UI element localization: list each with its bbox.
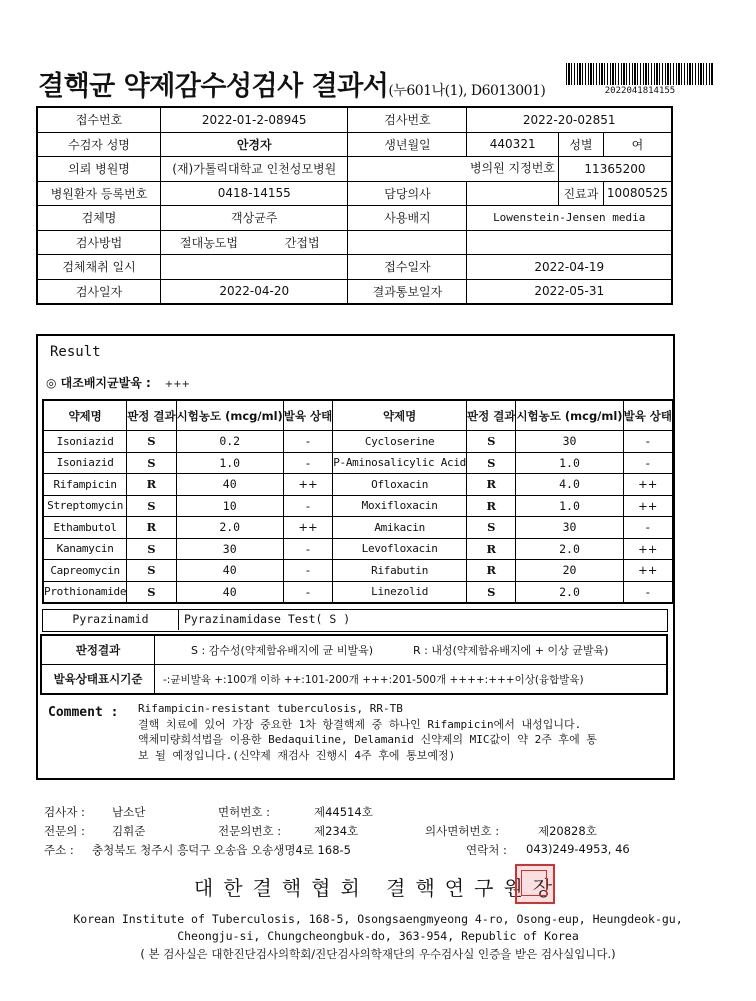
document-code: (누601나(1), D6013001) bbox=[388, 83, 546, 99]
doctor-license-number: 제20828호 bbox=[538, 824, 597, 838]
drug-name: Isoniazid bbox=[43, 452, 127, 474]
address-label: 주소 : bbox=[44, 843, 74, 857]
drug-row bbox=[43, 560, 673, 582]
drug-growth: - bbox=[283, 538, 332, 560]
legend-table bbox=[40, 634, 668, 695]
drug-susceptibility-table bbox=[42, 399, 674, 604]
drug-name: Capreomycin bbox=[43, 560, 127, 582]
drug-concentration: 1.0 bbox=[516, 452, 623, 474]
drug-row bbox=[43, 452, 673, 474]
drug-growth: - bbox=[283, 581, 332, 603]
barcode bbox=[566, 63, 714, 85]
drug-result: S bbox=[127, 581, 176, 603]
drug-growth: ++ bbox=[623, 538, 673, 560]
drug-growth: - bbox=[283, 431, 332, 453]
info-row: 접수번호 2022-01-2-08945 검사번호 2022-20-02851 bbox=[37, 107, 672, 132]
growth-legend: 발육상태표시기준 -:균비발육 +:100개 이하 ++:101-200개 +++:201-500개 ++++:+++이상(융합발육) bbox=[41, 665, 667, 695]
drug-result: S bbox=[467, 517, 516, 539]
tester-label: 검사자 : bbox=[44, 805, 85, 819]
english-address-line-1: Korean Institute of Tuberculosis, 168-5, Osongsaengmyeong 4-ro, Osong-eup, Heungdeok-gu, bbox=[73, 912, 683, 926]
drug-name: Kanamycin bbox=[43, 538, 127, 560]
patient-info-table bbox=[36, 106, 673, 305]
drug-name: Streptomycin bbox=[43, 495, 127, 517]
specialist-license-number: 제234호 bbox=[314, 824, 359, 838]
drug-result: S bbox=[467, 581, 516, 603]
judgement-legend: 판정결과 S : 감수성(약제함유배지에 균 비발육) R : 내성(약제함유배지에 + 이상 균발육) bbox=[41, 635, 667, 665]
drug-concentration: 30 bbox=[516, 517, 623, 539]
info-row: 의뢰 병원명 (재)가톨릭대학교 인천성모병원 병의원 지정번호 11365200 bbox=[37, 157, 672, 182]
drug-row bbox=[43, 474, 673, 496]
drug-growth: ++ bbox=[623, 495, 673, 517]
drug-concentration: 30 bbox=[176, 538, 283, 560]
specialist-label: 전문의 : bbox=[44, 824, 85, 838]
drug-growth: - bbox=[623, 581, 673, 603]
drug-name: Moxifloxacin bbox=[333, 495, 467, 517]
drug-name: Isoniazid bbox=[43, 431, 127, 453]
comment-text: Rifampicin-resistant tuberculosis, RR-TB 결핵 치료에 있어 가장 중요한 1차 항결핵제 중 하나인 Rifampicin에서 내성입니다. 액체미량희석법을 이용한 Bedaquiline, Delamanid 신약제의 MIC값이 약 2주 후에 통 보 될 예정입니다.(신약제 재검사 진행시 4주 후에 통보예정) bbox=[138, 702, 597, 762]
drug-concentration: 2.0 bbox=[516, 581, 623, 603]
drug-growth: - bbox=[283, 495, 332, 517]
issuer-name: 대한결핵협회 결핵연구원장 bbox=[193, 876, 563, 900]
drug-result: S bbox=[467, 452, 516, 474]
drug-growth: - bbox=[623, 431, 673, 453]
drug-result: R bbox=[467, 474, 516, 496]
drug-result: R bbox=[127, 517, 176, 539]
drug-concentration: 2.0 bbox=[176, 517, 283, 539]
drug-growth: - bbox=[283, 452, 332, 474]
barcode-number: 2022041814155 bbox=[604, 86, 676, 96]
info-row: 검사일자 2022-04-20 결과통보일자 2022-05-31 bbox=[37, 279, 672, 304]
official-seal bbox=[515, 864, 555, 904]
drug-result: S bbox=[127, 560, 176, 582]
document-title: 결핵균 약제감수성검사 결과서(누601나(1), D6013001) bbox=[38, 71, 546, 102]
drug-concentration: 40 bbox=[176, 474, 283, 496]
drug-name: Prothionamide bbox=[43, 581, 127, 603]
license-label: 면허번호 : bbox=[218, 805, 270, 819]
drug-concentration: 1.0 bbox=[176, 452, 283, 474]
drug-name: P-Aminosalicylic Acid bbox=[333, 452, 467, 474]
drug-concentration: 4.0 bbox=[516, 474, 623, 496]
drug-name: Linezolid bbox=[333, 581, 467, 603]
pyrazinamide-value: Pyrazinamidase Test( S ) bbox=[184, 612, 351, 626]
drug-result: S bbox=[127, 495, 176, 517]
drug-concentration: 40 bbox=[176, 581, 283, 603]
drug-name: Rifampicin bbox=[43, 474, 127, 496]
info-row: 검체명 객상균주 사용배지 Lowenstein-Jensen media bbox=[37, 206, 672, 231]
drug-growth: ++ bbox=[283, 474, 332, 496]
drug-table-header: 약제명 판정 결과 시험농도 (mcg/ml) 발육 상태 약제명 판정 결과 시험농도 (mcg/ml) 발육 상태 bbox=[43, 400, 673, 431]
drug-name: Rifabutin bbox=[333, 560, 467, 582]
drug-concentration: 1.0 bbox=[516, 495, 623, 517]
contact-number: 043)249-4953, 46 bbox=[526, 842, 630, 856]
license-number: 제44514호 bbox=[314, 805, 373, 819]
drug-concentration: 0.2 bbox=[176, 431, 283, 453]
drug-concentration: 20 bbox=[516, 560, 623, 582]
drug-growth: ++ bbox=[623, 560, 673, 582]
drug-result: S bbox=[127, 538, 176, 560]
drug-growth: ++ bbox=[283, 517, 332, 539]
info-row: 병원환자 등록번호 0418-14155 담당의사 진료과 10080525 bbox=[37, 181, 672, 206]
drug-row bbox=[43, 538, 673, 560]
drug-growth: - bbox=[283, 560, 332, 582]
drug-result: S bbox=[127, 452, 176, 474]
drug-growth: ++ bbox=[623, 474, 673, 496]
english-address-line-2: Cheongju-si, Chungcheongbuk-do, 363-954, Republic of Korea bbox=[177, 929, 579, 943]
pyrazinamide-label: Pyrazinamid bbox=[43, 609, 179, 630]
drug-result: R bbox=[127, 474, 176, 496]
contact-label: 연락처 : bbox=[466, 843, 507, 857]
drug-result: S bbox=[127, 431, 176, 453]
info-row: 수검자 성명 안경자 생년월일 440321 성별 여 bbox=[37, 132, 672, 157]
drug-result: R bbox=[467, 495, 516, 517]
drug-row bbox=[43, 517, 673, 539]
drug-row bbox=[43, 431, 673, 453]
drug-name: Ofloxacin bbox=[333, 474, 467, 496]
drug-result: S bbox=[467, 431, 516, 453]
drug-name: Ethambutol bbox=[43, 517, 127, 539]
drug-name: Levofloxacin bbox=[333, 538, 467, 560]
result-title: Result bbox=[50, 344, 101, 360]
drug-row bbox=[43, 581, 673, 603]
drug-name: Cycloserine bbox=[333, 431, 467, 453]
drug-name: Amikacin bbox=[333, 517, 467, 539]
drug-concentration: 10 bbox=[176, 495, 283, 517]
drug-growth: - bbox=[623, 517, 673, 539]
drug-result: R bbox=[467, 560, 516, 582]
info-row: 검사방법 절대농도법 간접법 bbox=[37, 230, 672, 255]
specialist-license-label: 전문의번호 : bbox=[218, 824, 282, 838]
drug-concentration: 30 bbox=[516, 431, 623, 453]
specialist-name: 김휘준 bbox=[112, 824, 146, 838]
certification-note: ( 본 검사실은 대한진단검사의학회/진단검사의학재단의 우수검사실 인증을 받은 검사실입니다.) bbox=[140, 947, 616, 961]
lab-address: 충청북도 청주시 흥덕구 오송읍 오송생명4로 168-5 bbox=[92, 843, 351, 857]
comment-label: Comment : bbox=[48, 705, 119, 720]
drug-growth: - bbox=[623, 452, 673, 474]
info-row: 검체채취 일시 접수일자 2022-04-19 bbox=[37, 255, 672, 280]
doctor-license-label: 의사면허번호 : bbox=[425, 824, 500, 838]
drug-concentration: 40 bbox=[176, 560, 283, 582]
control-growth-value: +++ bbox=[164, 379, 190, 390]
tester-name: 남소단 bbox=[112, 805, 146, 819]
drug-result: R bbox=[467, 538, 516, 560]
drug-row bbox=[43, 495, 673, 517]
drug-concentration: 2.0 bbox=[516, 538, 623, 560]
control-growth: ◎ 대조배지균발육 : +++ bbox=[46, 376, 190, 390]
